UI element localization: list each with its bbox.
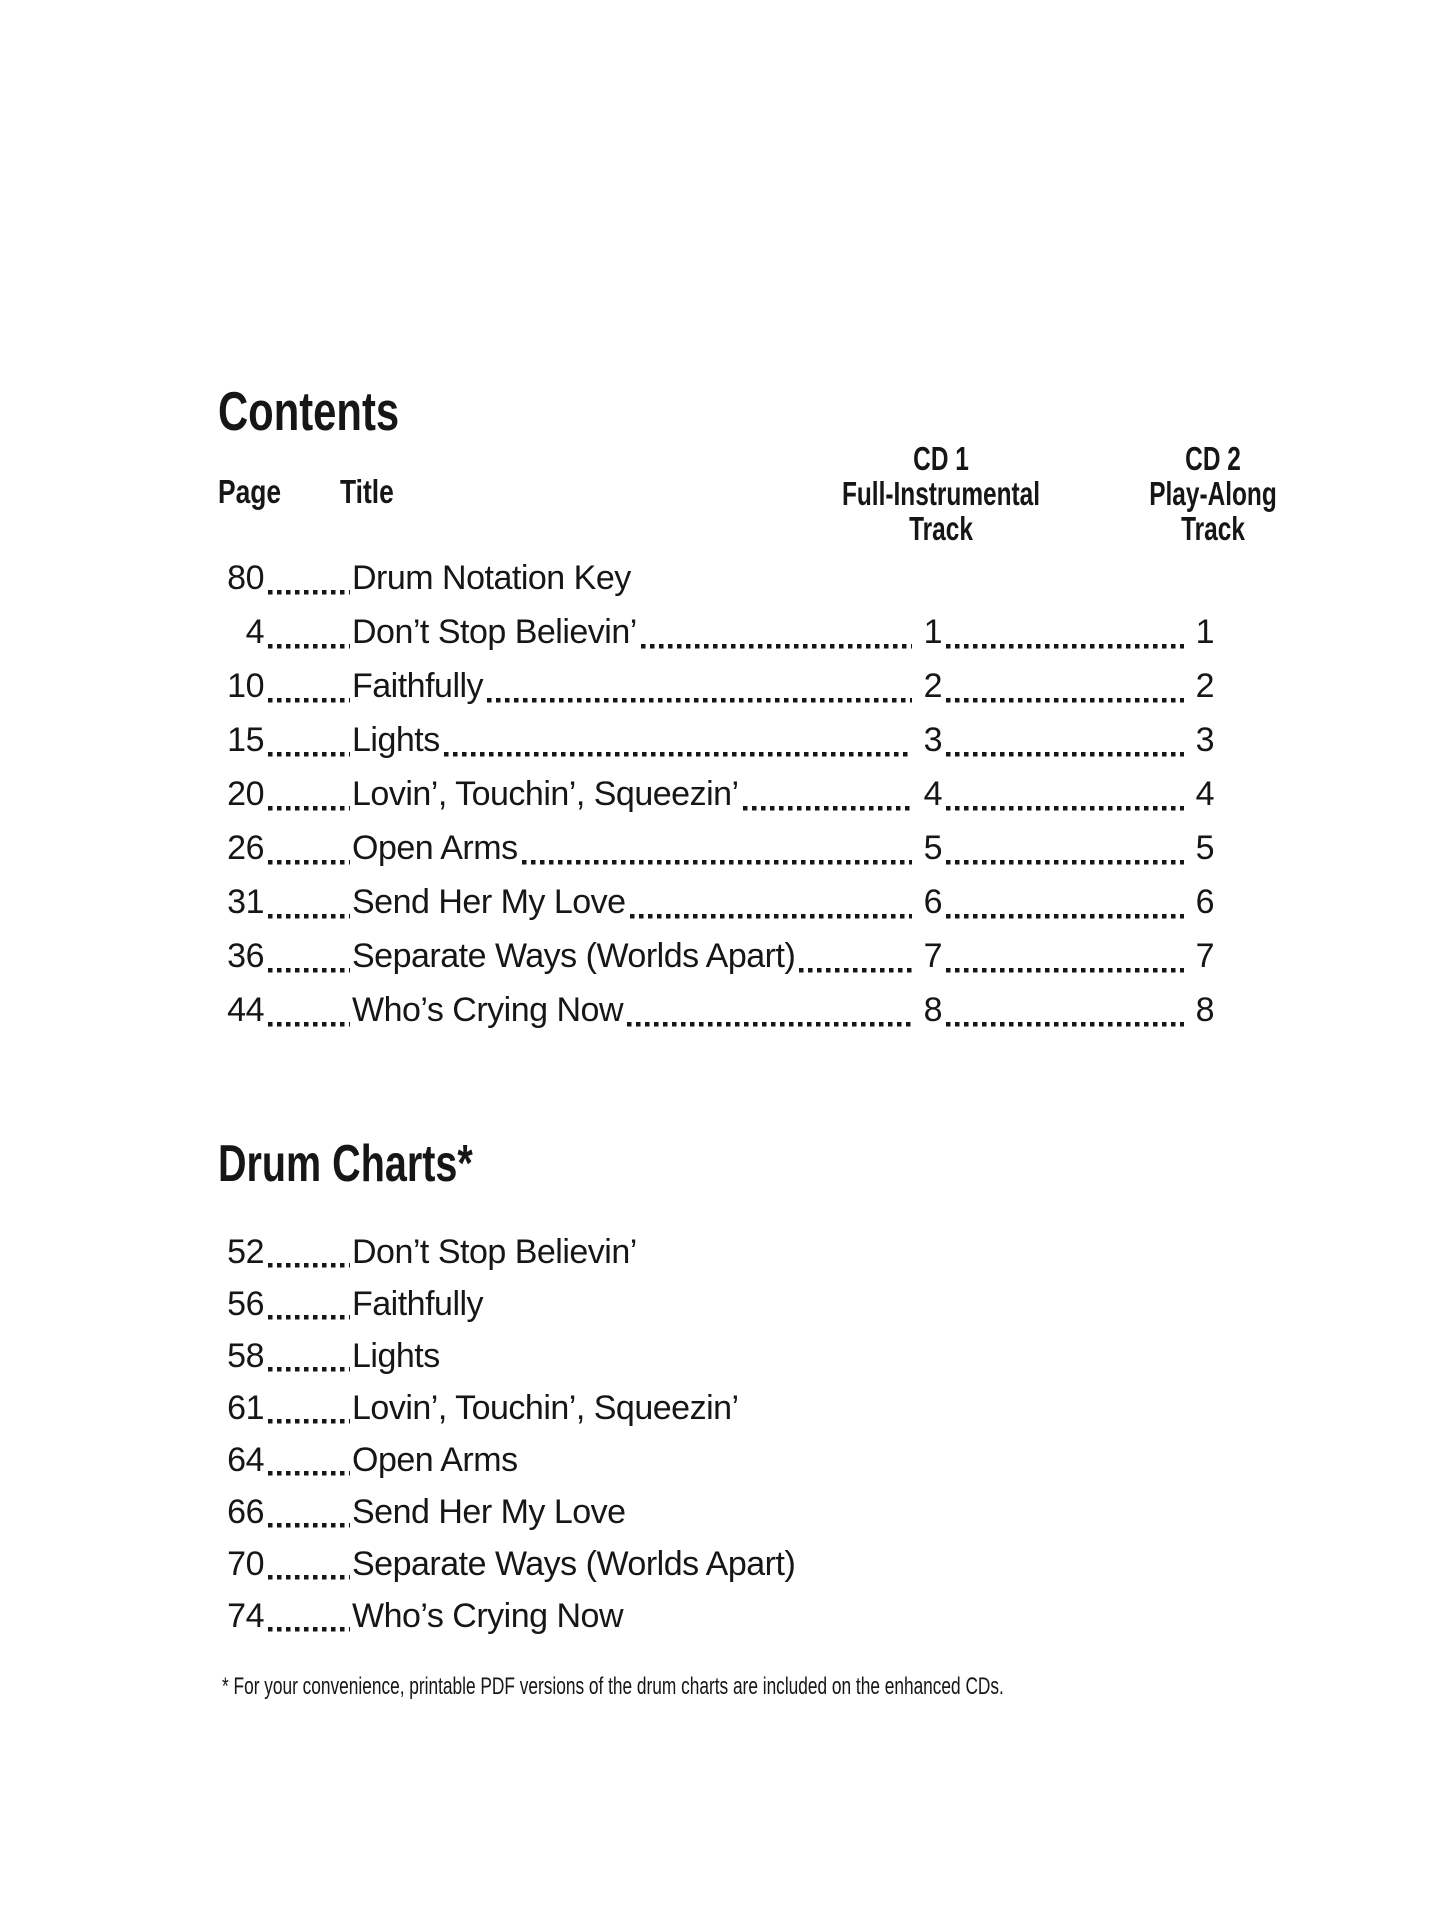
dot-leader	[946, 983, 1184, 1037]
page-number: 56	[227, 1285, 264, 1323]
cd2-track-number: 6	[1195, 883, 1214, 921]
page-number: 4	[245, 613, 264, 651]
cd2-track-number: 2	[1195, 667, 1214, 705]
song-title: Drum Notation Key	[352, 559, 631, 597]
cd1-track-number: 6	[923, 883, 942, 921]
song-title: Don’t Stop Believin’	[352, 1233, 637, 1271]
page-number: 64	[227, 1441, 264, 1479]
col-header-title: Title	[340, 473, 394, 510]
page-number: 61	[227, 1389, 264, 1427]
dot-leader	[268, 1538, 350, 1590]
dot-leader	[268, 821, 350, 875]
page-number: 52	[227, 1233, 264, 1271]
drum-charts-heading: Drum Charts*	[218, 1135, 473, 1193]
dot-leader	[946, 875, 1184, 929]
dot-leader	[487, 659, 912, 713]
song-title: Open Arms	[352, 1441, 518, 1479]
dot-leader	[268, 1382, 350, 1434]
song-title: Don’t Stop Believin’	[352, 613, 637, 651]
dot-leader	[946, 605, 1184, 659]
toc-row	[222, 605, 1214, 659]
drum-charts-list	[222, 1226, 1214, 1642]
page-number: 31	[227, 883, 264, 921]
drum-chart-row	[222, 1538, 1214, 1590]
dot-leader	[268, 1590, 350, 1642]
page-title: Contents	[218, 380, 400, 442]
toc-row	[222, 767, 1214, 821]
toc-row	[222, 659, 1214, 713]
drum-chart-row	[222, 1434, 1214, 1486]
cd2-subtitle: Play-Along	[1149, 475, 1277, 512]
cd2-track: Track	[1181, 510, 1245, 547]
page-number: 26	[227, 829, 264, 867]
dot-leader	[641, 605, 912, 659]
cd1-subtitle: Full-Instrumental	[841, 475, 1041, 512]
toc-row	[222, 875, 1214, 929]
col-header-cd2	[1043, 441, 1383, 546]
dot-leader	[268, 551, 350, 605]
drum-chart-row	[222, 1330, 1214, 1382]
page-number: 70	[227, 1545, 264, 1583]
dot-leader	[268, 1434, 350, 1486]
song-title: Who’s Crying Now	[352, 1597, 624, 1635]
footnote: * For your convenience, printable PDF versions of the drum charts are included on the enhanced CDs.	[222, 1673, 1004, 1700]
dot-leader	[268, 1486, 350, 1538]
drum-chart-row	[222, 1486, 1214, 1538]
drum-chart-row	[222, 1382, 1214, 1434]
song-title: Send Her My Love	[352, 883, 626, 921]
drum-chart-row	[222, 1226, 1214, 1278]
page-number: 20	[227, 775, 264, 813]
page-number: 15	[227, 721, 264, 759]
toc-row	[222, 929, 1214, 983]
page-number: 74	[227, 1597, 264, 1635]
cd1-track-number: 7	[923, 937, 942, 975]
dot-leader	[268, 983, 350, 1037]
dot-leader	[444, 713, 912, 767]
cd1-track-number: 2	[923, 667, 942, 705]
cd1-track: Track	[909, 510, 973, 547]
drum-chart-row	[222, 1590, 1214, 1642]
song-title: Open Arms	[352, 829, 518, 867]
song-title: Who’s Crying Now	[352, 991, 624, 1029]
dot-leader	[268, 1330, 350, 1382]
dot-leader	[268, 605, 350, 659]
toc-row	[222, 713, 1214, 767]
page-number: 66	[227, 1493, 264, 1531]
dot-leader	[268, 1278, 350, 1330]
dot-leader	[630, 875, 912, 929]
dot-leader	[268, 659, 350, 713]
dot-leader	[522, 821, 912, 875]
dot-leader	[268, 713, 350, 767]
dot-leader	[268, 1226, 350, 1278]
page-number: 36	[227, 937, 264, 975]
toc-list	[222, 551, 1214, 1037]
cd2-track-number: 1	[1195, 613, 1214, 651]
drum-chart-row	[222, 1278, 1214, 1330]
cd1-track-number: 1	[923, 613, 942, 651]
toc-row	[222, 551, 1214, 605]
cd2-track-number: 7	[1195, 937, 1214, 975]
toc-row	[222, 821, 1214, 875]
page-number: 58	[227, 1337, 264, 1375]
cd1-track-number: 5	[923, 829, 942, 867]
song-title: Lights	[352, 721, 440, 759]
song-title: Faithfully	[352, 667, 484, 705]
cd1-label: CD 1	[913, 440, 969, 477]
cd2-track-number: 8	[1195, 991, 1214, 1029]
cd2-track-number: 3	[1195, 721, 1214, 759]
col-header-page: Page	[218, 473, 282, 510]
dot-leader	[268, 767, 350, 821]
dot-leader	[743, 767, 912, 821]
song-title: Lovin’, Touchin’, Squeezin’	[352, 775, 739, 813]
dot-leader	[946, 821, 1184, 875]
page-number: 10	[227, 667, 264, 705]
song-title: Separate Ways (Worlds Apart)	[352, 1545, 796, 1583]
dot-leader	[799, 929, 912, 983]
song-title: Separate Ways (Worlds Apart)	[352, 937, 796, 975]
cd2-track-number: 5	[1195, 829, 1214, 867]
song-title: Lights	[352, 1337, 440, 1375]
song-title: Send Her My Love	[352, 1493, 626, 1531]
cd1-track-number: 3	[923, 721, 942, 759]
song-title: Lovin’, Touchin’, Squeezin’	[352, 1389, 739, 1427]
toc-row	[222, 983, 1214, 1037]
cd2-label: CD 2	[1185, 440, 1241, 477]
dot-leader	[946, 659, 1184, 713]
dot-leader	[946, 929, 1184, 983]
dot-leader	[946, 767, 1184, 821]
dot-leader	[268, 875, 350, 929]
cd2-track-number: 4	[1195, 775, 1214, 813]
song-title: Faithfully	[352, 1285, 484, 1323]
cd1-track-number: 4	[923, 775, 942, 813]
dot-leader	[268, 929, 350, 983]
dot-leader	[627, 983, 912, 1037]
cd1-track-number: 8	[923, 991, 942, 1029]
page-number: 44	[227, 991, 264, 1029]
dot-leader	[946, 713, 1184, 767]
page-number: 80	[227, 559, 264, 597]
